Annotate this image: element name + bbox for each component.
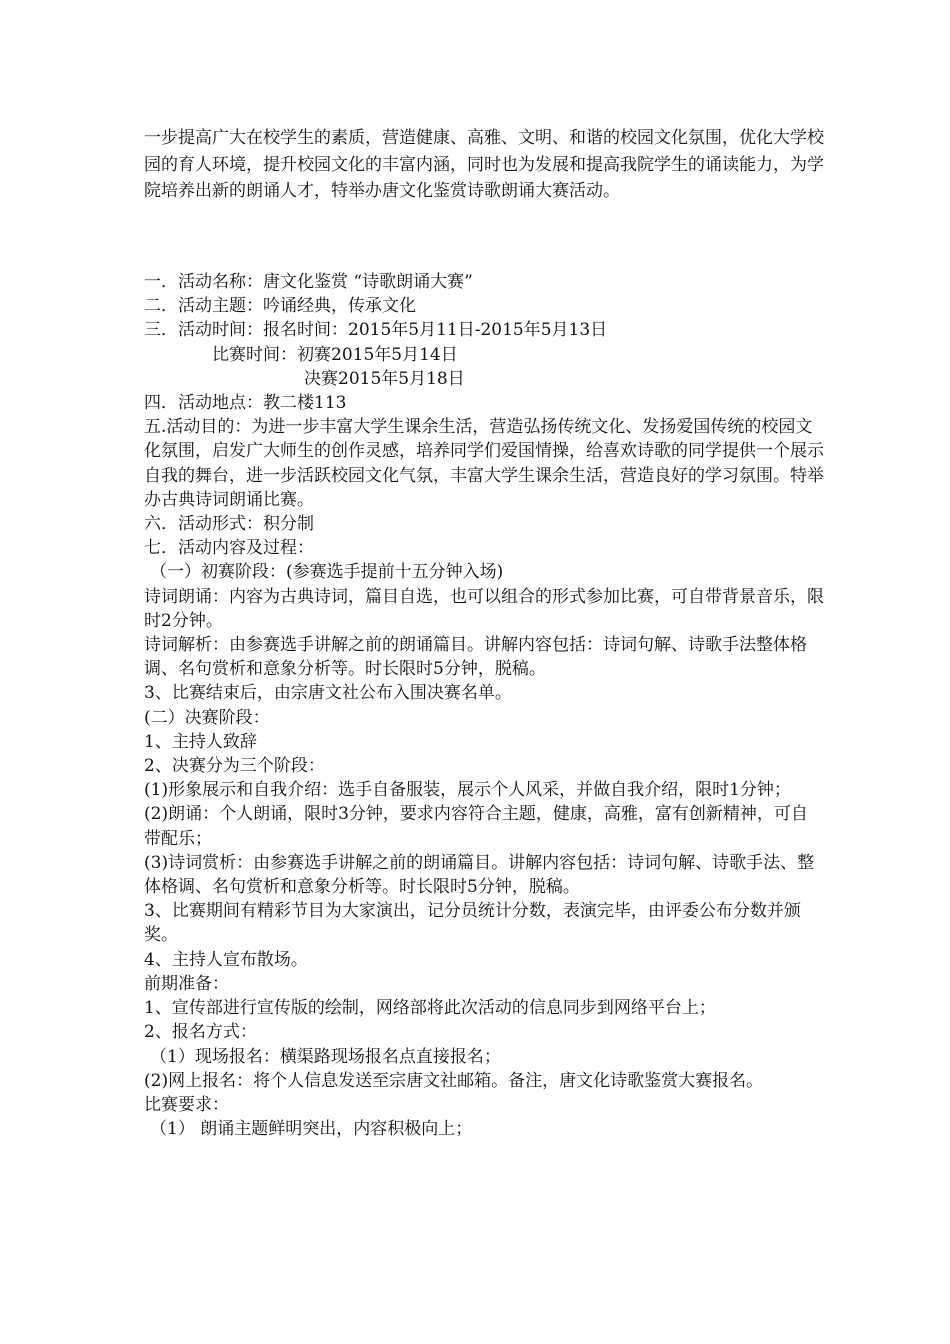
prelim-recitation: 诗词朗诵：内容为古典诗词，篇目自选，也可以组合的形式参加比赛，可自带背景音乐，限时2分钟。 [144,586,824,631]
prelim-stage-heading: （一）初赛阶段：(参赛选手提前十五分钟入场) [150,562,504,583]
activity-location: 四．活动地点：教二楼113 [144,393,347,414]
preparation-heading: 前期准备： [144,973,229,994]
plan-list [144,270,824,1141]
activity-theme: 二．活动主题：吟诵经典，传承文化 [144,296,416,317]
activity-time: 三．活动时间：报名时间：2015年5月11日-2015年5月13日 [144,320,608,341]
intro-text: 一步提高广大在校学生的素质，营造健康、高雅、文明、和谐的校园文化氛围，优化大学校园的育人环境，提升校园文化的丰富内涵，同时也为发展和提高我院学生的诵读能力，为学院培养出新的朗诵人才，特举办唐文化鉴赏诗歌朗诵大赛活动。 [144,128,824,201]
prelim-analysis: 诗词解析：由参赛选手讲解之前的朗诵篇目。讲解内容包括：诗词句解、诗歌手法整体格调、名句赏析和意象分析等。时长限时5分钟，脱稿。 [144,635,807,680]
final-stage-heading: (二）决赛阶段： [144,707,270,728]
activity-content-heading: 七．活动内容及过程： [144,538,314,559]
final-item-4: 4、主持人宣布散场。 [144,949,308,970]
requirements-heading: 比赛要求： [144,1094,229,1115]
registration-onsite: （1）现场报名：横渠路现场报名点直接报名； [150,1046,501,1067]
contest-time-prelim: 比赛时间：初赛2015年5月14日 [212,344,458,365]
final-item-2: 2、决赛分为三个阶段： [144,756,325,777]
intro-paragraph [144,125,824,205]
final-phase-1: (1)形象展示和自我介绍：选手自备服装，展示个人风采，并做自我介绍，限时1分钟； [144,780,791,801]
final-item-3: 3、比赛期间有精彩节目为大家演出，记分员统计分数，表演完毕，由评委公布分数并颁奖。 [144,901,801,946]
preparation-item-1: 1、宣传部进行宣传版的绘制，网络部将此次活动的信息同步到网络平台上； [144,998,716,1019]
preparation-item-2: 2、报名方式： [144,1022,257,1043]
prelim-result: 3、比赛结束后，由宗唐文社公布入围决赛名单。 [144,683,512,704]
activity-format: 六．活动形式：积分制 [144,514,314,535]
final-phase-3: (3)诗词赏析：由参赛选手讲解之前的朗诵篇目。讲解内容包括：诗词句解、诗歌手法、整体格调、名句赏析和意象分析等。时长限时5分钟，脱稿。 [144,852,815,898]
activity-purpose: 五.活动目的：为进一步丰富大学生课余生活，营造弘扬传统文化、发扬爱国传统的校园文化氛围，启发广大师生的创作灵感，培养同学们爱国情操，给喜欢诗歌的同学提供一个展示自我的舞台，进一步活跃校园文化气氛，丰富大学生课余生活，营造良好的学习氛围。特举办古典诗词朗诵比赛。 [144,417,824,510]
activity-name: 一．活动名称：唐文化鉴赏 “诗歌朗诵大赛” [144,272,473,292]
requirement-1: （1） 朗诵主题鲜明突出，内容积极向上； [150,1119,473,1140]
final-item-1: 1、主持人致辞 [144,731,257,752]
registration-online: (2)网上报名：将个人信息发送至宗唐文社邮箱。备注，唐文化诗歌鉴赏大赛报名。 [144,1070,764,1091]
final-phase-2: (2)朗诵：个人朗诵，限时3分钟，要求内容符合主题，健康，高雅，富有创新精神，可自带配乐； [144,804,808,849]
contest-time-final: 决赛2015年5月18日 [304,368,465,389]
